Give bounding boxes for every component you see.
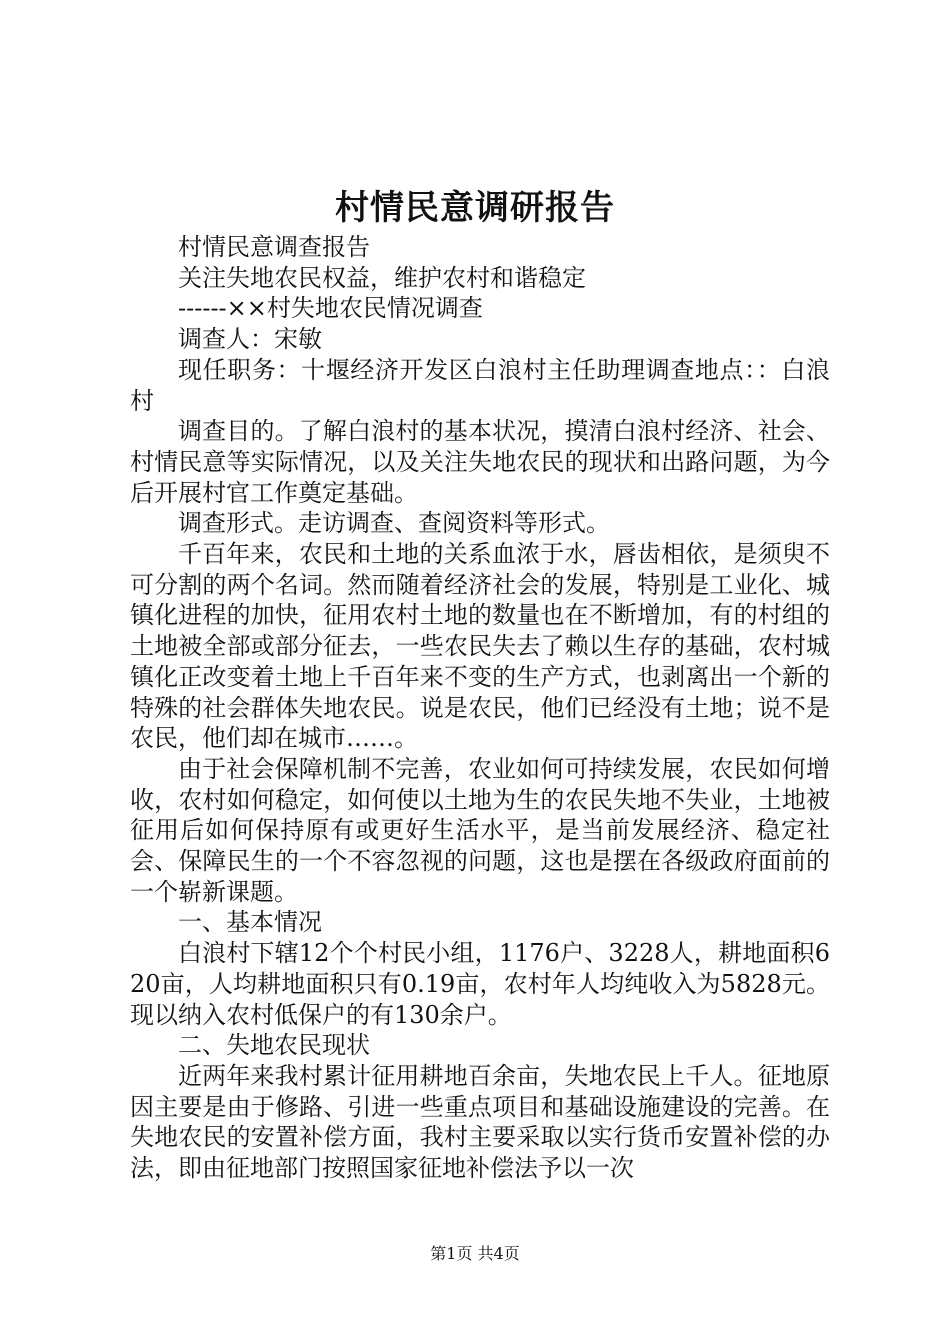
paragraph-purpose: 调查目的。了解白浪村的基本状况，摸清白浪村经济、社会、村情民意等实际情况，以及关注失地农民的现状和出路问题，为今后开展村官工作奠定基础。 — [130, 417, 830, 507]
paragraph-subtitle: 村情民意调查报告 — [178, 233, 370, 261]
paragraph-investigator: 调查人：宋敏 — [178, 325, 322, 354]
paragraph-form: 调查形式。走访调查、查阅资料等形式。 — [178, 509, 610, 538]
paragraph-background: 千百年来，农民和土地的关系血浓于水，唇齿相依，是须臾不可分割的两个名词。然而随着经济社会的发展，特别是工业化、城镇化进程的加快，征用农村土地的数量也在不断增加，有的村组的土地被全部或部分征去，一些农民失去了赖以生存的基础，农村城镇化正改变着土地上千百年来不变的生产方式，也剥离出一个新的特殊的社会群体失地农民。说是农民，他们已经没有土地；说不是农民，他们却在城市……。 — [130, 540, 830, 753]
paragraph-status: 近两年来我村累计征用耕地百余亩，失地农民上千人。征地原因主要是由于修路、引进一些重点项目和基础设施建设的完善。在失地农民的安置补偿方面，我村主要采取以实行货币安置补偿的办法，即由征地部门按照国家征地补偿法予以一次 — [130, 1061, 830, 1183]
section-heading-basic: 一、基本情况 — [178, 908, 322, 937]
section-heading-status: 二、失地农民现状 — [178, 1031, 370, 1060]
document-title: 村情民意调研报告 — [335, 188, 615, 228]
page-number: 第1页 共4页 — [430, 1244, 520, 1263]
paragraph-problem: 由于社会保障机制不完善，农业如何可持续发展，农民如何增收，农村如何稳定，如何使以土地为生的农民失地不失业，土地被征用后如何保持原有或更好生活水平，是当前发展经济、稳定社会、保障民生的一个不容忽视的问题，这也是摆在各级政府面前的一个崭新课题。 — [130, 754, 830, 906]
paragraph-basic-info: 白浪村下辖12个个村民小组，1176户、3228人，耕地面积620亩，人均耕地面积只有0.19亩，农村年人均纯收入为5828元。现以纳入农村低保户的有130余户。 — [130, 939, 830, 1029]
paragraph-position-location: 现任职务：十堰经济开发区白浪村主任助理调查地点：：白浪村 — [130, 355, 830, 415]
paragraph-survey-name: ------××村失地农民情况调查 — [178, 294, 483, 323]
document-body — [130, 232, 830, 1184]
paragraph-theme: 关注失地农民权益，维护农村和谐稳定 — [178, 263, 586, 292]
